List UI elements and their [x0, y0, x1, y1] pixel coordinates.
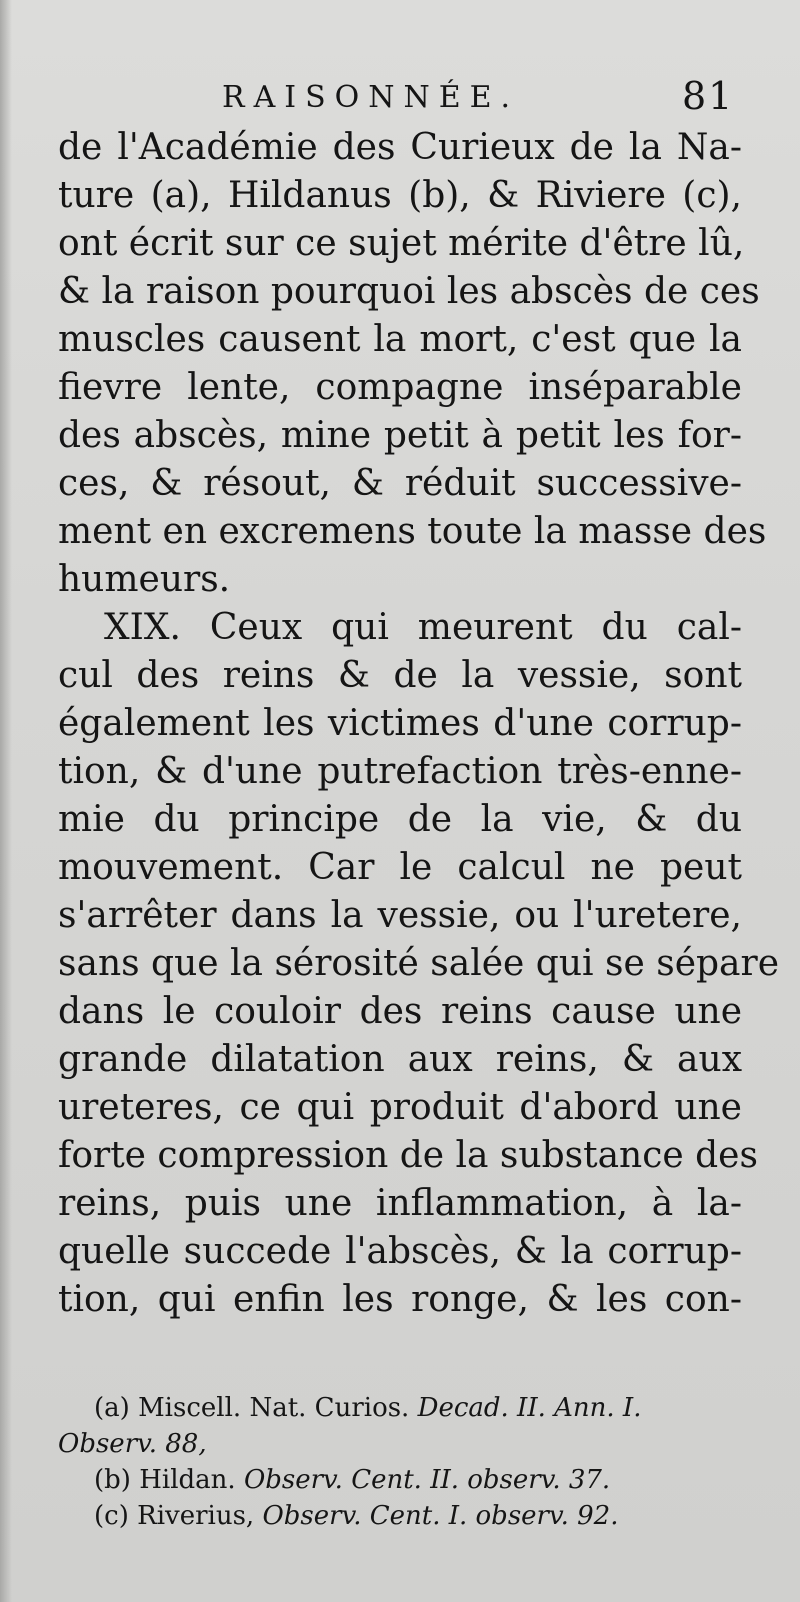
footnote-a	[58, 1390, 742, 1426]
page-number: 81	[682, 74, 735, 118]
text-line: ureteres, ce qui produit d'abord une	[58, 1087, 742, 1128]
running-title: RAISONNÉE.	[222, 80, 520, 115]
footnote-citation: Observ. Cent. I. observ. 92.	[262, 1501, 619, 1531]
footnote-b	[58, 1462, 742, 1498]
paragraph-start-line: XIX. Ceux qui meurent du cal-	[104, 607, 742, 648]
text-line: cul des reins & de la vessie, sont	[58, 655, 742, 696]
footnotes	[58, 1390, 742, 1534]
text-line: quelle succede l'abscès, & la corrup-	[58, 1231, 742, 1272]
footnote-a-continued	[58, 1426, 742, 1462]
text-line: reins, puis une inflammation, à la-	[58, 1183, 742, 1224]
text-line: ont écrit sur ce sujet mérite d'être lû,	[58, 223, 745, 264]
text-line: mie du principe de la vie, & du	[58, 799, 742, 840]
text-line: dans le couloir des reins cause une	[58, 991, 742, 1032]
text-line: humeurs.	[58, 559, 231, 600]
footnote-citation: Decad. II. Ann. I.	[417, 1393, 642, 1423]
body-text	[58, 124, 780, 1324]
footnote-text: Hildan.	[139, 1465, 236, 1495]
text-line: ment en excremens toute la masse des	[58, 511, 767, 552]
footnote-text: Riverius,	[137, 1501, 255, 1531]
text-line: mouvement. Car le calcul ne peut	[58, 847, 742, 888]
text-line: de l'Académie des Curieux de la Na-	[58, 127, 742, 168]
text-line: également les victimes d'une corrup-	[58, 703, 742, 744]
text-line: s'arrêter dans la vessie, ou l'uretere,	[58, 895, 742, 936]
text-line: tion, & d'une putrefaction très-enne-	[58, 751, 742, 792]
footnote-marker: (b)	[94, 1465, 131, 1495]
text-line: tion, qui enfin les ronge, & les con-	[58, 1279, 742, 1320]
footnote-c	[58, 1498, 742, 1534]
footnote-marker: (a)	[94, 1393, 130, 1423]
text-line: ces, & résout, & réduit successive-	[58, 463, 742, 504]
text-line: sans que la sérosité salée qui se sépare	[58, 943, 780, 984]
text-line: grande dilatation aux reins, & aux	[58, 1039, 742, 1080]
text-line: forte compression de la substance des	[58, 1135, 758, 1176]
text-line: ture (a), Hildanus (b), & Riviere (c),	[58, 175, 742, 216]
footnote-citation: Observ. 88,	[58, 1429, 207, 1459]
footnote-text: Miscell. Nat. Curios.	[138, 1393, 410, 1423]
text-line: & la raison pourquoi les abscès de ces	[58, 271, 760, 312]
footnote-marker: (c)	[94, 1501, 129, 1531]
running-head	[0, 74, 800, 124]
text-line: muscles causent la mort, c'est que la	[58, 319, 742, 360]
footnote-citation: Observ. Cent. II. observ. 37.	[243, 1465, 611, 1495]
text-line: fievre lente, compagne inséparable	[58, 367, 742, 408]
text-line: des abscès, mine petit à petit les for-	[58, 415, 742, 456]
